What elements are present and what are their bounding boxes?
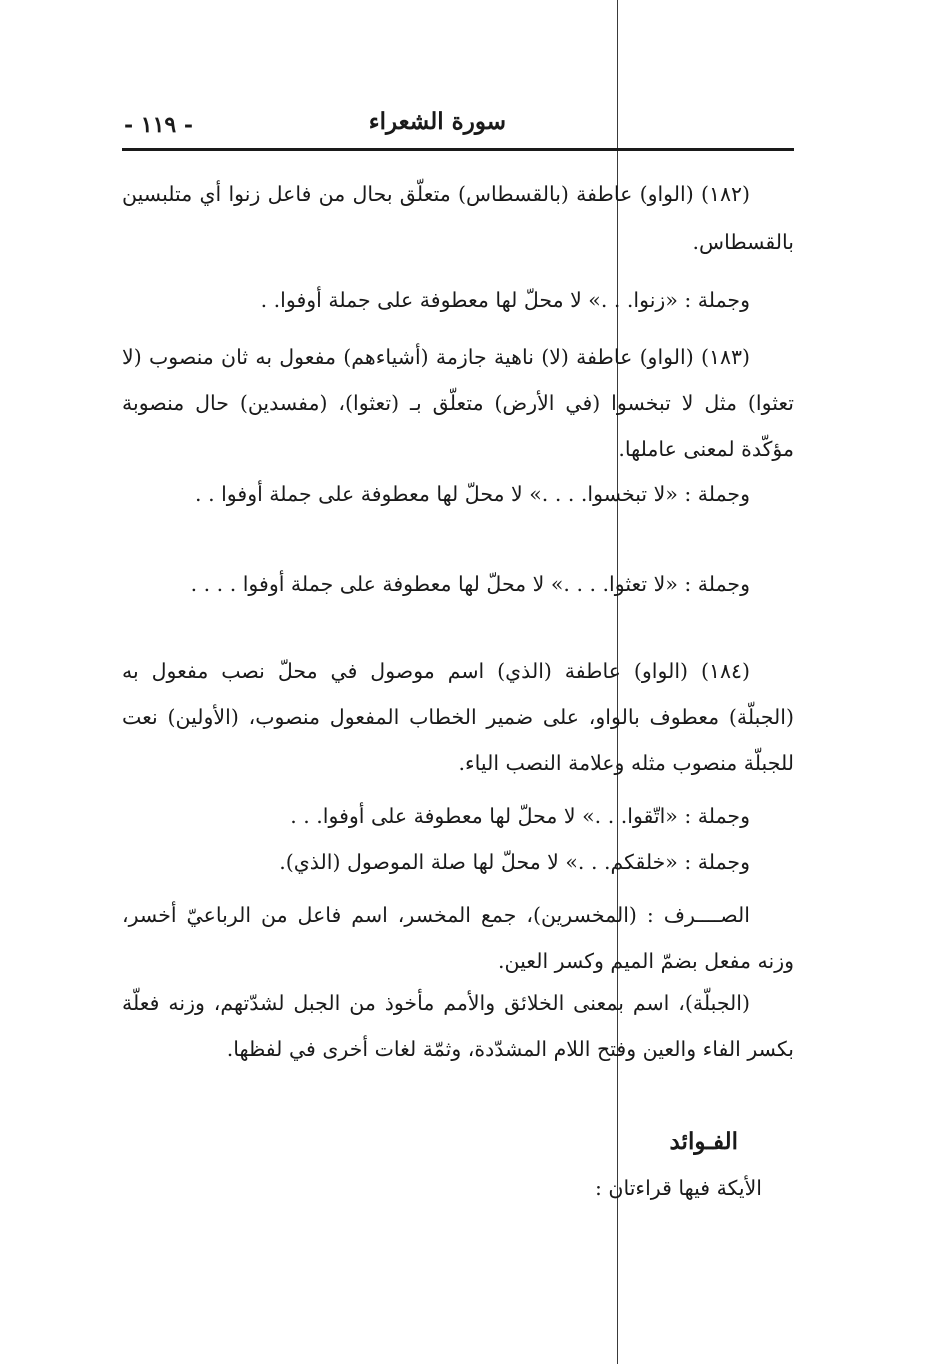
fawaid-text: الأيكة فيها قراءتان : [595,1176,762,1200]
paragraph-182: (١٨٢) (الواو) عاطفة (بالقسطاس) متعلّق بحال من فاعل زنوا أي متلبسين بالقسطاس. [122,182,794,254]
page-header [122,108,794,148]
morphology-section: الصــــرف : (المخسرين)، جمع المخسر، اسم فاعل من الرباعيّ أخسر، وزنه مفعل بضمّ الميم وكسر العين. [122,903,794,973]
sentence-khalaqakum: وجملة : «خلقكم. . .» لا محلّ لها صلة الموصول (الذي). [279,850,750,874]
paragraph-183: (١٨٣) (الواو) عاطفة (لا) ناهية جازمة (أشياءهم) مفعول به ثان منصوب (لا تعثوا) مثل لا تبخسوا (في الأرض) متعلّق بـ (تعثوا)، (مفسدين) حال منصوبة مؤكّدة لمعنى عاملها. [122,345,794,461]
fawaid-heading: الفـوائد [669,1128,738,1155]
sentence-la-tabkhasu: وجملة : «لا تبخسوا. . . .» لا محلّ لها معطوفة على جملة أوفوا . . [195,482,750,506]
sentence-ittaqu: وجملة : «اتّقوا. . .» لا محلّ لها معطوفة على أوفوا. . . [290,804,750,828]
surah-title: سورة الشعراء [368,108,506,135]
paragraph-184: (١٨٤) (الواو) عاطفة (الذي) اسم موصول في محلّ نصب مفعول به (الجبلّة) معطوف بالواو، على ضمير الخطاب المفعول منصوب، (الأولين) نعت للجبلّة منصوب مثله وعلامة النصب الياء. [122,659,794,775]
morphology-jibilla: (الجبلّة)، اسم بمعنى الخلائق والأمم مأخوذ من الجبل لشدّتهم، وزنه فعلّة بكسر الفاء والعين وفتح اللام المشدّدة، وثمّة لغات أخرى في لفظها. [122,991,794,1061]
header-rule [122,148,794,151]
page-number: - ١١٩ - [124,112,194,138]
sentence-la-taathaw: وجملة : «لا تعثوا. . . .» لا محلّ لها معطوفة على جملة أوفوا . . . . [190,572,750,596]
sentence-zinu: وجملة : «زنوا. . .» لا محلّ لها معطوفة على جملة أوفوا. . [260,288,750,312]
